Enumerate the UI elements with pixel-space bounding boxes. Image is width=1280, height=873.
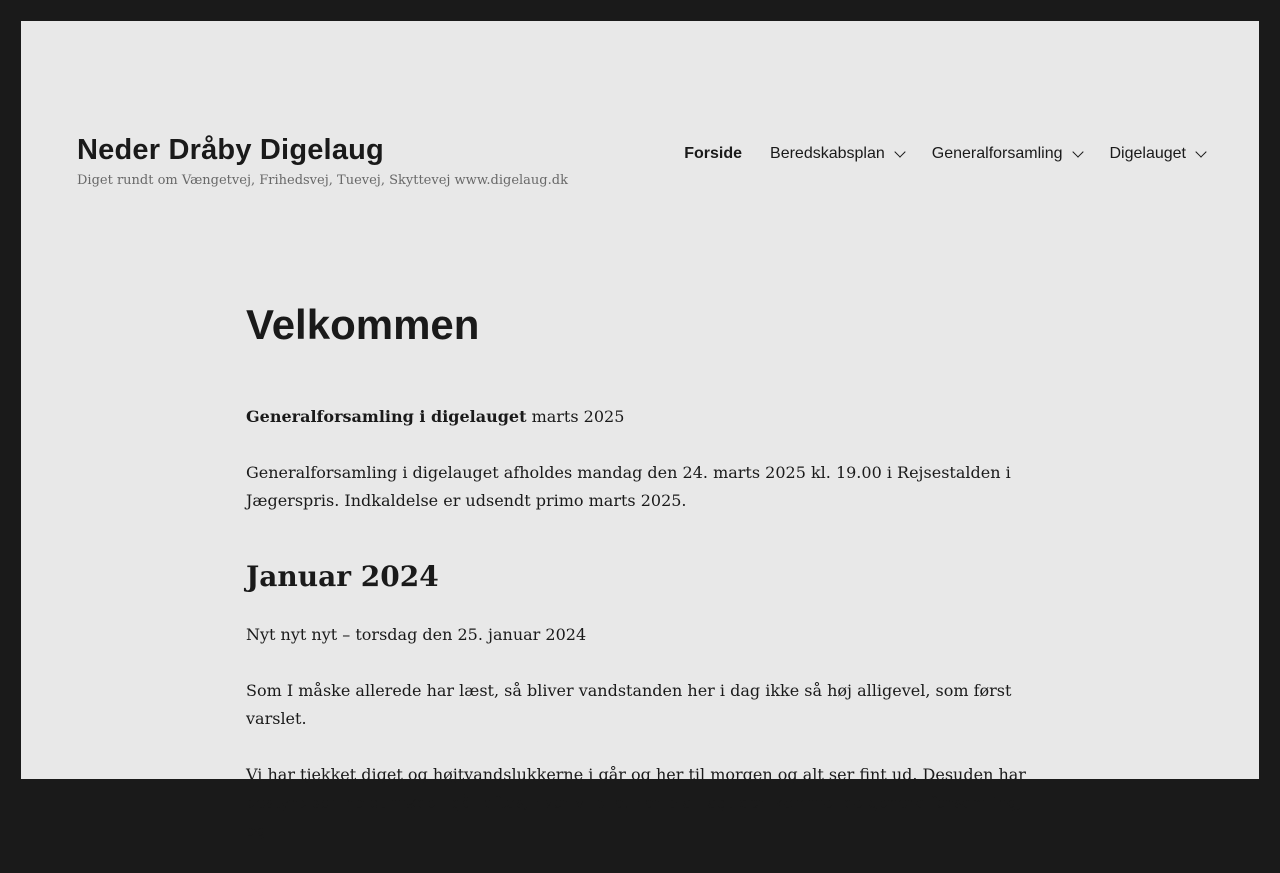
nav-item-digelauget[interactable] <box>1110 142 1206 166</box>
nav-label: Forside <box>684 145 743 162</box>
main-navigation <box>684 142 1205 166</box>
site-description: Diget rundt om Vængetvej, Frihedsvej, Tuevej, Skyttevej www.digelaug.dk <box>77 173 568 188</box>
nav-label: Beredskabsplan <box>770 145 885 162</box>
main-content <box>246 299 1036 873</box>
site-title[interactable]: Neder Dråby Digelaug <box>77 134 384 166</box>
paragraph: Som I måske allerede har læst, så bliver vandstanden her i dag ikke så høj alligevel, som først varslet. <box>246 681 1012 728</box>
nav-item-forside[interactable] <box>684 142 742 166</box>
page <box>21 21 1259 840</box>
nav-label: Generalforsamling <box>931 145 1063 162</box>
page-title: Velkommen <box>246 301 480 348</box>
paragraph: Nyt nyt nyt – torsdag den 25. januar 2024 <box>246 625 587 644</box>
intro-text: marts 2025 <box>526 407 625 426</box>
nav-label: Digelauget <box>1109 145 1186 162</box>
chevron-down-icon[interactable] <box>1072 146 1083 157</box>
section-heading: Januar 2024 <box>246 560 439 593</box>
intro-paragraph <box>246 403 1036 431</box>
chevron-down-icon[interactable] <box>894 146 905 157</box>
chevron-down-icon[interactable] <box>1195 146 1206 157</box>
paragraph: Generalforsamling i digelauget afholdes mandag den 24. marts 2025 kl. 19.00 i Rejsestalden i Jægerspris. Indkaldelse er udsendt primo marts 2025. <box>246 463 1011 510</box>
nav-item-beredskabsplan[interactable] <box>770 142 904 166</box>
nav-item-generalforsamling[interactable] <box>932 142 1082 166</box>
paragraph: Vi har tjekket diget og højtvandslukkerne i går og her til morgen og alt ser fint ud. Desuden har bestyrelsen holdt møde i går aftes, hvor vi bl.a. har planlagt den kommende generalforsamling, og <box>246 765 1026 840</box>
intro-bold-text: Generalforsamling i digelauget <box>246 407 527 426</box>
